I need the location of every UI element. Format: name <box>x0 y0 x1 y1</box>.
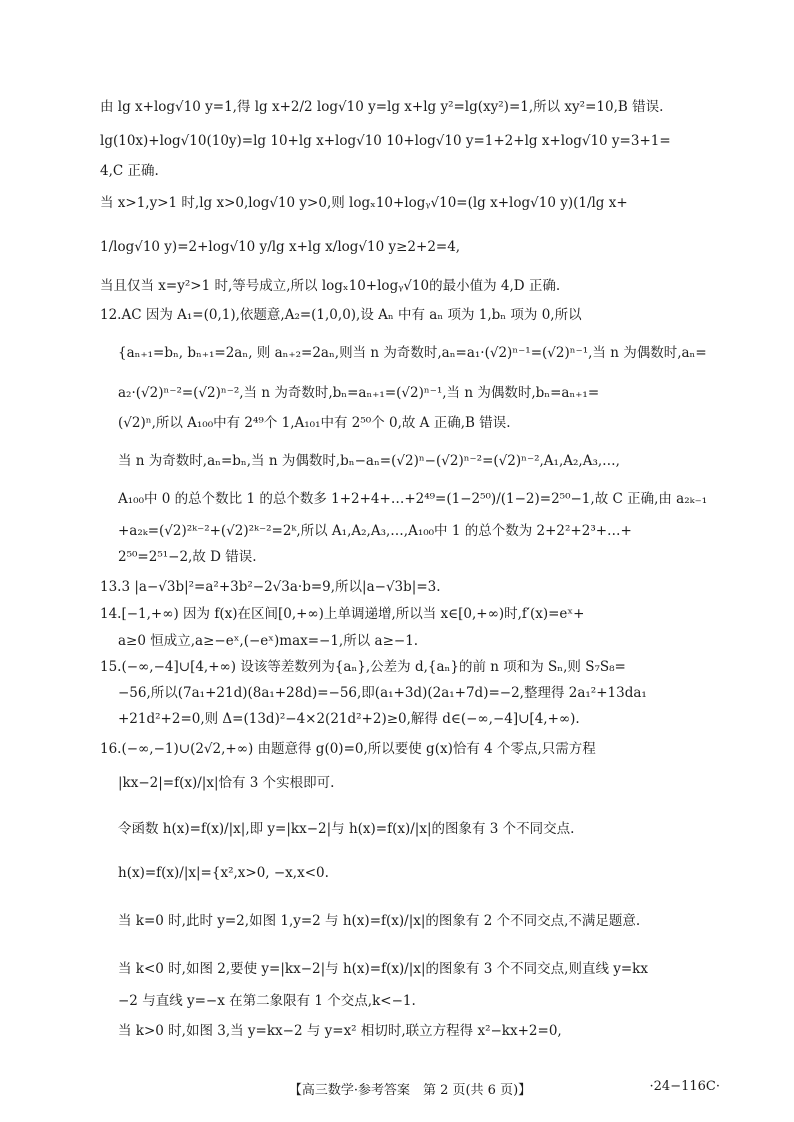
text-line: 令函数 h(x)=f(x)/|x|,即 y=|kx−2|与 h(x)=f(x)/|x|的图象有 3 个不同交点. <box>118 821 575 837</box>
text-line: 4,C 正确. <box>100 163 159 179</box>
text-line: 1/log√10 y)=2+log√10 y/lg x+lg x/log√10 y≥2+2=4, <box>100 239 461 255</box>
text-line: |kx−2|=f(x)/|x|恰有 3 个实根即可. <box>118 775 335 791</box>
text-line: 当 k<0 时,如图 2,要使 y=|kx−2|与 h(x)=f(x)/|x|的图象有 3 个不同交点,则直线 y=kx <box>118 961 648 977</box>
text-line: −2 与直线 y=−x 在第二象限有 1 个交点,k<−1. <box>118 993 416 1009</box>
text-line: {aₙ₊₁=bₙ, bₙ₊₁=2aₙ, 则 aₙ₊₂=2aₙ,则当 n 为奇数时,aₙ=a₁·(√2)ⁿ⁻¹=(√2)ⁿ⁻¹,当 n 为偶数时,aₙ= <box>118 345 707 361</box>
question-14-line: 14.[−1,+∞) 因为 f(x)在区间[0,+∞)上单调递增,所以当 x∈[0,+∞)时,f′(x)=eˣ+ <box>100 606 585 622</box>
text-line: 2⁵⁰=2⁵¹−2,故 D 错误. <box>118 549 257 565</box>
text-line: a₂·(√2)ⁿ⁻²=(√2)ⁿ⁻²,当 n 为奇数时,bₙ=aₙ₊₁=(√2)ⁿ⁻¹,当 n 为偶数时,bₙ=aₙ₊₁= <box>118 385 600 401</box>
text-line: A₁₀₀中 0 的总个数比 1 的总个数多 1+2+4+…+2⁴⁹=(1−2⁵⁰)/(1−2)=2⁵⁰−1,故 C 正确,由 a₂ₖ₋₁ <box>118 491 708 507</box>
text-line: −56,所以(7a₁+21d)(8a₁+28d)=−56,即(a₁+3d)(2a₁+7d)=−2,整理得 2a₁²+13da₁ <box>118 685 647 701</box>
question-13-line: 13.3 |a−√3b|²=a²+3b²−2√3a·b=9,所以|a−√3b|=3. <box>100 579 441 595</box>
text-line: 当 k=0 时,此时 y=2,如图 1,y=2 与 h(x)=f(x)/|x|的图象有 2 个不同交点,不满足题意. <box>118 913 641 929</box>
text-line: 当 k>0 时,如图 3,当 y=kx−2 与 y=x² 相切时,联立方程得 x²−kx+2=0, <box>118 1023 562 1039</box>
text-line: 当 n 为奇数时,aₙ=bₙ,当 n 为偶数时,bₙ−aₙ=(√2)ⁿ−(√2)ⁿ⁻²=(√2)ⁿ⁻²,A₁,A₂,A₃,…, <box>118 453 620 469</box>
question-16-line: 16.(−∞,−1)∪(2√2,+∞) 由题意得 g(0)=0,所以要使 g(x)恰有 4 个零点,只需方程 <box>100 741 596 757</box>
text-line: +a₂ₖ=(√2)²ᵏ⁻²+(√2)²ᵏ⁻²=2ᵏ,所以 A₁,A₂,A₃,…,A₁₀₀中 1 的总个数为 2+2²+2³+…+ <box>118 523 632 539</box>
text-line: a≥0 恒成立,a≥−eˣ,(−eˣ)max=−1,所以 a≥−1. <box>118 633 419 649</box>
text-line: lg(10x)+log√10(10y)=lg 10+lg x+log√10 10+log√10 y=1+2+lg x+log√10 y=3+1= <box>100 133 671 149</box>
text-line: +21d²+2=0,则 Δ=(13d)²−4×2(21d²+2)≥0,解得 d∈(−∞,−4]∪[4,+∞). <box>118 711 580 727</box>
text-line: h(x)=f(x)/|x|={x²,x>0, −x,x<0. <box>118 865 329 881</box>
text-line: 由 lg x+log√10 y=1,得 lg x+2/2 log√10 y=lg x+lg y²=lg(xy²)=1,所以 xy²=10,B 错误. <box>100 99 664 115</box>
question-15-line: 15.(−∞,−4]∪[4,+∞) 设该等差数列为{aₙ},公差为 d,{aₙ}的前 n 项和为 Sₙ,则 S₇S₈= <box>100 659 626 675</box>
question-12-line: 12.AC 因为 A₁=(0,1),依题意,A₂=(1,0,0),设 Aₙ 中有 aₙ 项为 1,bₙ 项为 0,所以 <box>100 307 582 323</box>
text-line: 当 x>1,y>1 时,lg x>0,log√10 y>0,则 logₓ10+logᵧ√10=(lg x+log√10 y)(1/lg x+ <box>100 195 628 211</box>
text-line: (√2)ⁿ,所以 A₁₀₀中有 2⁴⁹个 1,A₁₀₁中有 2⁵⁰个 0,故 A 正确,B 错误. <box>118 415 511 431</box>
footer-code: ·24−116C· <box>649 1079 720 1094</box>
page-footer <box>100 1079 720 1101</box>
footer-page-label: 【高三数学·参考答案 第 2 页(共 6 页)】 <box>288 1083 532 1098</box>
text-line: 当且仅当 x=y²>1 时,等号成立,所以 logₓ10+logᵧ√10的最小值为 4,D 正确. <box>100 278 561 294</box>
